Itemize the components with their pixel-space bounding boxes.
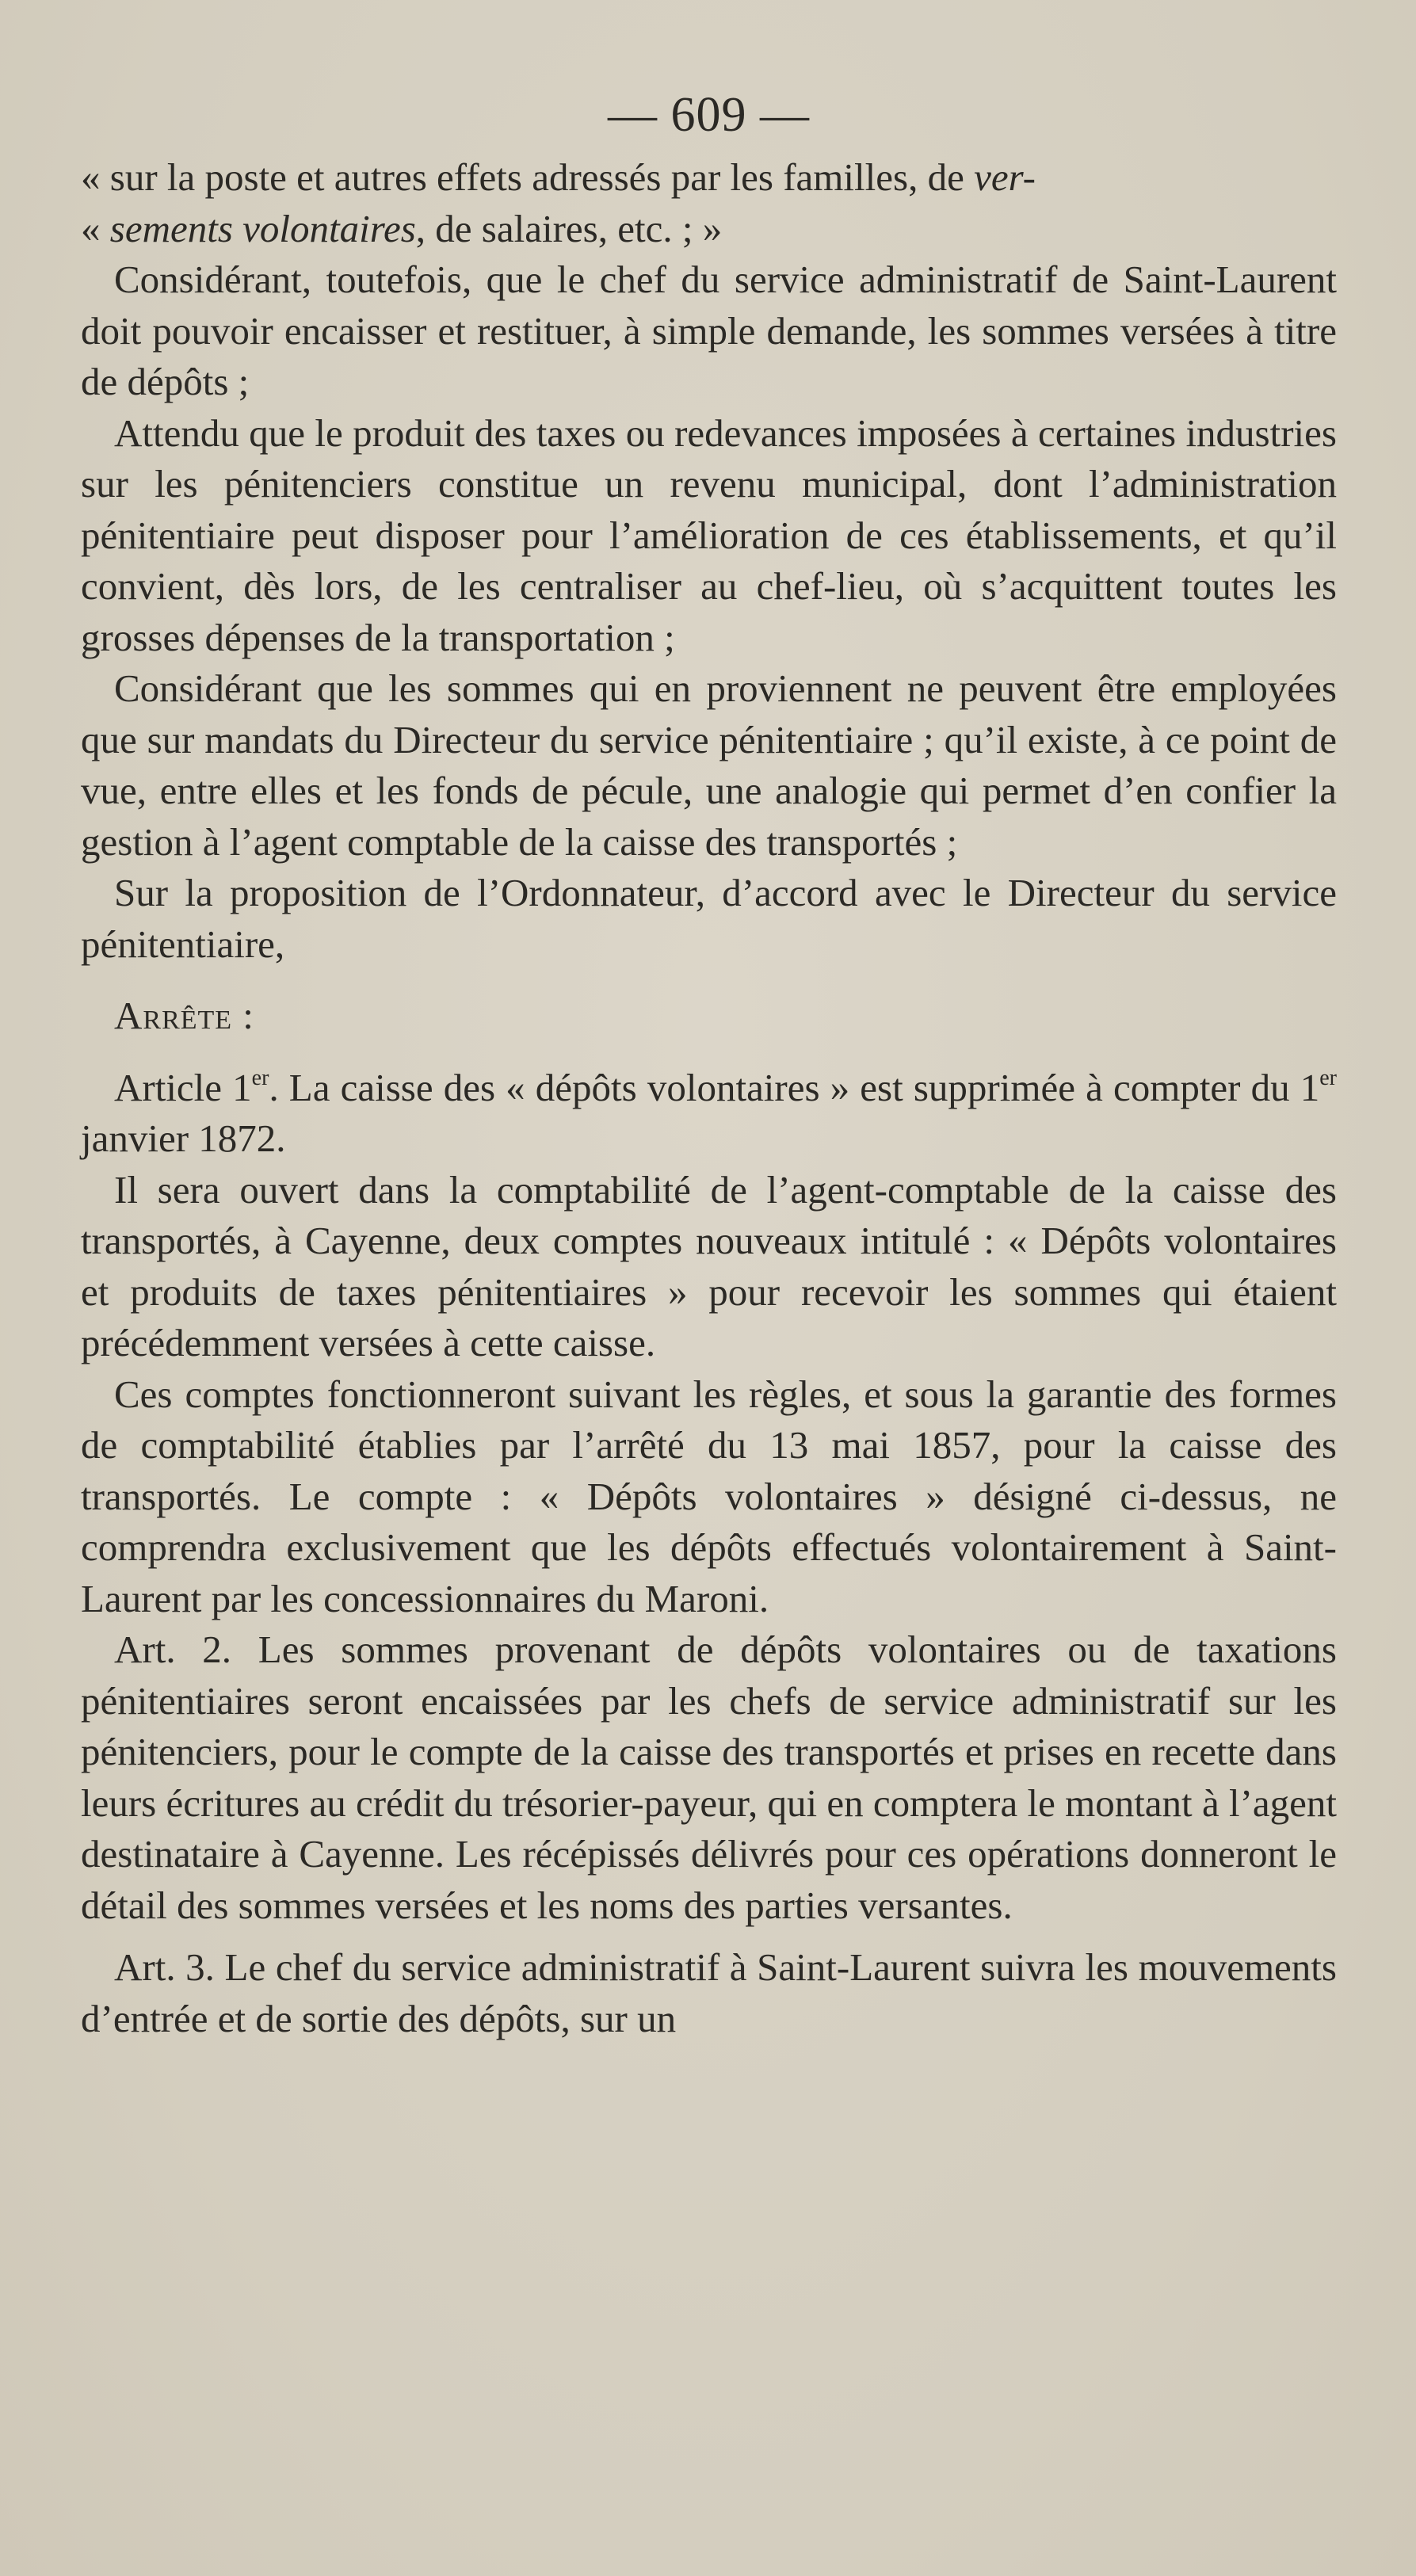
paragraph-article-1: Article 1er. La caisse des « dépôts volontaires » est supprimée à compter du 1er janvier 1872. (81, 1065, 1338, 1160)
paragraph-considerant-1: Considérant, toutefois, que le chef du service administratif de Saint-Laurent doit pouvoir encaisser et restituer, à simple demande, les sommes versées à titre de dépôts ; (81, 258, 1337, 403)
document-body (81, 152, 1337, 2044)
paragraph-proposition: Sur la proposition de l’Ordonnateur, d’accord avec le Directeur du service pénitentiaire, (81, 871, 1337, 966)
paragraph-considerant-2: Considérant que les sommes qui en proviennent ne peuvent être employées que sur mandats du Directeur du service pénitentiaire ; qu’il existe, à ce point de vue, entre elles et les fonds de pécule, une analogie qui permet d’en confier la gestion à l’agent comptable de la caisse des transportés ; (81, 666, 1337, 864)
paragraph-article-1-comptes: Il sera ouvert dans la comptabilité de l’agent-comptable de la caisse des transportés, à Cayenne, deux comptes nouveaux intitulé : « Dépôts volontaires et produits de taxes pénitentiaires » pour recevoir les sommes qui étaient précédemment versées à cette caisse. (81, 1167, 1337, 1364)
paragraph-article-3: Art. 3. Le chef du service administratif à Saint-Laurent suivra les mouvements d’entrée et de sortie des dépôts, sur un (81, 1945, 1337, 2040)
heading-arrete: Arrête : (114, 994, 254, 1037)
quoted-continuation: « sur la poste et autres effets adressés par les familles, de ver- « sements volontaires, de salaires, etc. ; » (81, 155, 1036, 250)
paragraph-attendu: Attendu que le produit des taxes ou redevances imposées à certaines industries sur les pénitenciers constitue un revenu municipal, dont l’administration pénitentiaire peut disposer pour l’amélioration de ces établissements, et qu’il convient, dès lors, de les centraliser au chef-lieu, où s’acquittent toutes les grosses dépenses de la transportation ; (81, 410, 1337, 659)
paragraph-article-1-fonctionnement: Ces comptes fonctionneront suivant les règles, et sous la garantie des formes de comptabilité établies par l’arrêté du 13 mai 1857, pour la caisse des transportés. Le compte : « Dépôts volontaires » désigné ci-dessus, ne comprendra exclusivement que les dépôts effectués volontairement à Saint-Laurent par les concessionnaires du Maroni. (81, 1372, 1337, 1620)
paragraph-article-2: Art. 2. Les sommes provenant de dépôts volontaires ou de taxations pénitentiaires seront encaissées par les chefs de service administratif sur les pénitenciers, pour le compte de la caisse des transportés et prises en recette dans leurs écritures au crédit du trésorier-payeur, qui en comptera le montant à l’agent destinataire à Cayenne. Les récépissés délivrés pour ces opérations donneront le détail des sommes versées et les noms des parties versantes. (81, 1628, 1337, 1927)
page-number: — 609 — (608, 88, 810, 142)
